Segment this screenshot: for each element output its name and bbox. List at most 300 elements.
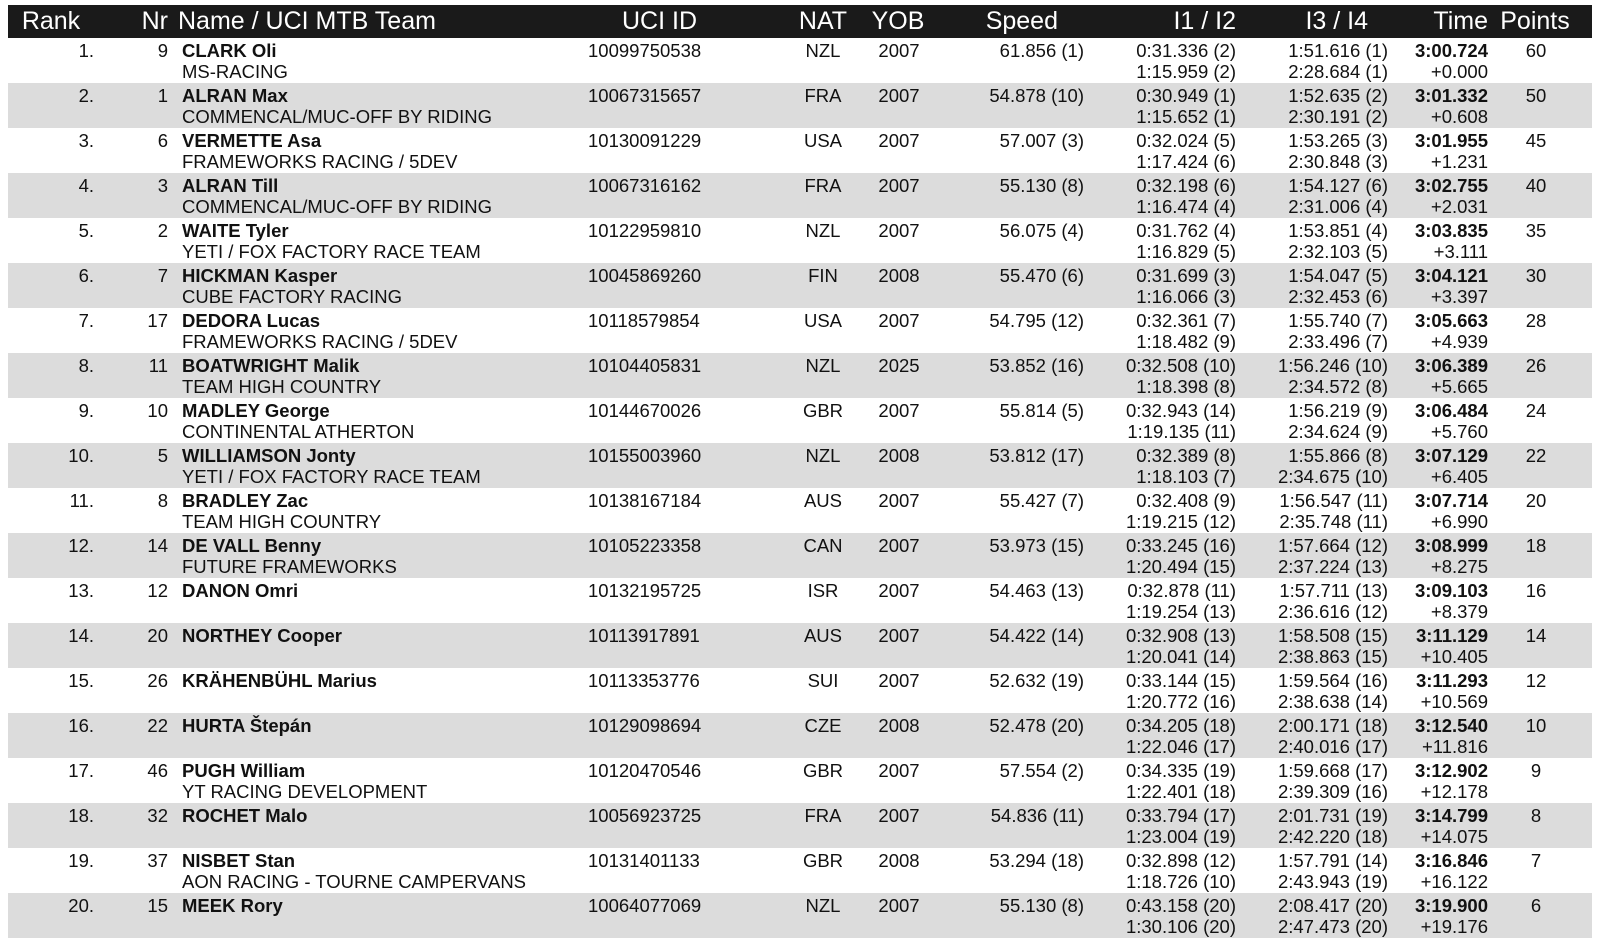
split-i1-cell: 0:31.762 (4) [1136, 220, 1236, 241]
rank-cell: 7. [78, 310, 94, 331]
split-i1-cell: 0:33.245 (16) [1125, 535, 1236, 556]
rider-name-cell: ALRAN Max [182, 85, 288, 106]
gap-cell: +3.397 [1430, 286, 1488, 307]
nationality-cell: FRA [804, 85, 842, 106]
nationality-cell: CAN [803, 535, 843, 556]
speed-cell: 55.814 (5) [999, 400, 1084, 421]
year-of-birth-cell: 2025 [878, 355, 920, 376]
uci-id-cell: 10138167184 [588, 490, 702, 511]
split-i2-cell: 1:17.424 (6) [1136, 151, 1236, 172]
uci-id-cell: 10113917891 [588, 625, 700, 646]
time-cell: 3:01.955 [1414, 130, 1488, 151]
table-row [8, 668, 1592, 713]
rider-name-cell: WILLIAMSON Jonty [182, 445, 356, 466]
split-i4-cell: 2:43.943 (19) [1277, 871, 1388, 892]
gap-cell: +10.569 [1420, 691, 1488, 712]
split-i3-cell: 1:57.664 (12) [1277, 535, 1388, 556]
uci-id-cell: 10105223358 [588, 535, 702, 556]
split-i3-cell: 1:56.219 (9) [1288, 400, 1388, 421]
rank-cell: 4. [78, 175, 94, 196]
nationality-cell: AUS [803, 490, 843, 511]
header-i1-i2: I1 / I2 [1173, 7, 1236, 35]
time-cell: 3:04.121 [1414, 265, 1488, 286]
nationality-cell: CZE [804, 715, 842, 736]
split-i2-cell: 1:16.474 (4) [1136, 196, 1236, 217]
rider-name-cell: DEDORA Lucas [182, 310, 321, 331]
bib-number-cell: 6 [157, 130, 168, 151]
year-of-birth-cell: 2008 [878, 445, 920, 466]
bib-number-cell: 9 [157, 40, 168, 61]
team-name-cell: TEAM HIGH COUNTRY [182, 376, 382, 397]
split-i1-cell: 0:30.949 (1) [1136, 85, 1236, 106]
year-of-birth-cell: 2007 [878, 805, 920, 826]
points-cell: 8 [1530, 805, 1542, 826]
gap-cell: +3.111 [1433, 241, 1488, 262]
points-cell: 26 [1525, 355, 1547, 376]
rider-name-cell: MEEK Rory [182, 895, 283, 916]
team-name-cell: TEAM HIGH COUNTRY [182, 511, 382, 532]
split-i2-cell: 1:15.959 (2) [1136, 61, 1236, 82]
year-of-birth-cell: 2008 [878, 715, 920, 736]
time-cell: 3:07.129 [1414, 445, 1488, 466]
bib-number-cell: 14 [147, 535, 168, 556]
gap-cell: +4.939 [1430, 331, 1488, 352]
header-row [8, 5, 1592, 38]
split-i4-cell: 2:30.848 (3) [1288, 151, 1388, 172]
split-i3-cell: 1:57.791 (14) [1277, 850, 1388, 871]
points-cell: 28 [1525, 310, 1547, 331]
nationality-cell: USA [803, 130, 843, 151]
points-cell: 50 [1525, 85, 1547, 106]
speed-cell: 52.632 (19) [989, 670, 1084, 691]
header-nr: Nr [141, 7, 168, 35]
year-of-birth-cell: 2007 [878, 580, 920, 601]
bib-number-cell: 1 [157, 85, 168, 106]
split-i4-cell: 2:28.684 (1) [1288, 61, 1388, 82]
nationality-cell: NZL [805, 40, 841, 61]
uci-id-cell: 10045869260 [588, 265, 702, 286]
split-i4-cell: 2:38.638 (14) [1277, 691, 1388, 712]
split-i3-cell: 1:55.740 (7) [1288, 310, 1388, 331]
nationality-cell: NZL [805, 895, 841, 916]
results-body [8, 38, 1592, 938]
header-time: Time [1433, 7, 1488, 35]
year-of-birth-cell: 2007 [878, 535, 920, 556]
points-cell: 6 [1530, 895, 1542, 916]
split-i3-cell: 1:51.616 (1) [1288, 40, 1388, 61]
uci-id-cell: 10120470546 [588, 760, 702, 781]
year-of-birth-cell: 2007 [878, 625, 920, 646]
uci-id-cell: 10131401133 [588, 850, 700, 871]
split-i1-cell: 0:43.158 (20) [1125, 895, 1236, 916]
split-i1-cell: 0:33.144 (15) [1125, 670, 1236, 691]
rank-cell: 18. [68, 805, 94, 826]
header-name: Name / UCI MTB Team [178, 7, 436, 35]
rank-cell: 16. [68, 715, 94, 736]
team-name-cell: YT RACING DEVELOPMENT [182, 781, 428, 802]
table-row [8, 488, 1592, 533]
split-i4-cell: 2:33.496 (7) [1288, 331, 1388, 352]
time-cell: 3:09.103 [1414, 580, 1488, 601]
rank-cell: 9. [78, 400, 94, 421]
points-cell: 16 [1525, 580, 1547, 601]
uci-id-cell: 10099750538 [588, 40, 702, 61]
bib-number-cell: 17 [147, 310, 168, 331]
gap-cell: +5.665 [1430, 376, 1488, 397]
split-i2-cell: 1:19.215 (12) [1125, 511, 1236, 532]
table-row [8, 38, 1592, 83]
rank-cell: 20. [68, 895, 94, 916]
team-name-cell: CUBE FACTORY RACING [182, 286, 402, 307]
time-cell: 3:16.846 [1414, 850, 1488, 871]
team-name-cell: FRAMEWORKS RACING / 5DEV [182, 331, 458, 352]
bib-number-cell: 12 [147, 580, 168, 601]
split-i3-cell: 1:54.047 (5) [1288, 265, 1388, 286]
rider-name-cell: ALRAN Till [182, 175, 279, 196]
nationality-cell: GBR [802, 850, 844, 871]
speed-cell: 53.852 (16) [989, 355, 1084, 376]
table-row [8, 893, 1592, 938]
header-nat: NAT [798, 7, 848, 35]
time-cell: 3:08.999 [1414, 535, 1488, 556]
uci-id-cell: 10118579854 [588, 310, 700, 331]
split-i1-cell: 0:32.408 (9) [1136, 490, 1236, 511]
nationality-cell: GBR [802, 760, 844, 781]
uci-id-cell: 10067316162 [588, 175, 702, 196]
split-i4-cell: 2:34.675 (10) [1277, 466, 1388, 487]
split-i4-cell: 2:47.473 (20) [1277, 916, 1388, 937]
split-i4-cell: 2:35.748 (11) [1279, 511, 1388, 532]
split-i2-cell: 1:15.652 (1) [1136, 106, 1236, 127]
uci-id-cell: 10129098694 [588, 715, 702, 736]
gap-cell: +8.379 [1430, 601, 1488, 622]
table-row [8, 758, 1592, 803]
rider-name-cell: DE VALL Benny [182, 535, 322, 556]
year-of-birth-cell: 2007 [878, 130, 920, 151]
points-cell: 12 [1525, 670, 1547, 691]
header-yob: YOB [871, 7, 925, 35]
split-i1-cell: 0:32.908 (13) [1125, 625, 1236, 646]
split-i2-cell: 1:18.726 (10) [1125, 871, 1236, 892]
rank-cell: 5. [78, 220, 94, 241]
nationality-cell: USA [803, 310, 843, 331]
header-i3-i4: I3 / I4 [1305, 7, 1368, 35]
speed-cell: 54.422 (14) [989, 625, 1084, 646]
time-cell: 3:12.902 [1414, 760, 1488, 781]
split-i1-cell: 0:31.336 (2) [1136, 40, 1236, 61]
time-cell: 3:19.900 [1414, 895, 1488, 916]
rank-cell: 10. [68, 445, 94, 466]
points-cell: 60 [1525, 40, 1547, 61]
rank-cell: 3. [78, 130, 94, 151]
bib-number-cell: 7 [157, 265, 168, 286]
split-i2-cell: 1:23.004 (19) [1125, 826, 1236, 847]
speed-cell: 52.478 (20) [989, 715, 1084, 736]
team-name-cell: FRAMEWORKS RACING / 5DEV [182, 151, 458, 172]
split-i2-cell: 1:20.041 (14) [1125, 646, 1236, 667]
bib-number-cell: 11 [148, 355, 168, 376]
split-i2-cell: 1:22.046 (17) [1125, 736, 1236, 757]
time-cell: 3:06.389 [1414, 355, 1488, 376]
table-row [8, 128, 1592, 173]
time-cell: 3:11.129 [1415, 625, 1488, 646]
table-row [8, 848, 1592, 893]
speed-cell: 56.075 (4) [999, 220, 1084, 241]
time-cell: 3:12.540 [1414, 715, 1488, 736]
rider-name-cell: PUGH William [182, 760, 306, 781]
split-i3-cell: 1:58.508 (15) [1277, 625, 1388, 646]
rider-name-cell: HURTA Štepán [182, 715, 312, 736]
speed-cell: 53.973 (15) [989, 535, 1084, 556]
team-name-cell: YETI / FOX FACTORY RACE TEAM [182, 466, 481, 487]
team-name-cell: FUTURE FRAMEWORKS [182, 556, 397, 577]
split-i2-cell: 1:20.494 (15) [1125, 556, 1236, 577]
nationality-cell: GBR [802, 400, 844, 421]
team-name-cell: CONTINENTAL ATHERTON [182, 421, 415, 442]
rider-name-cell: BOATWRIGHT Malik [182, 355, 360, 376]
year-of-birth-cell: 2007 [878, 175, 920, 196]
uci-id-cell: 10104405831 [588, 355, 702, 376]
uci-id-cell: 10064077069 [588, 895, 702, 916]
points-cell: 14 [1525, 625, 1547, 646]
points-cell: 35 [1525, 220, 1547, 241]
split-i4-cell: 2:34.572 (8) [1288, 376, 1388, 397]
bib-number-cell: 10 [147, 400, 168, 421]
bib-number-cell: 3 [157, 175, 168, 196]
uci-id-cell: 10130091229 [588, 130, 702, 151]
bib-number-cell: 8 [157, 490, 168, 511]
split-i1-cell: 0:32.508 (10) [1125, 355, 1236, 376]
gap-cell: +0.608 [1430, 106, 1488, 127]
rider-name-cell: MADLEY George [182, 400, 330, 421]
time-cell: 3:11.293 [1415, 670, 1488, 691]
split-i2-cell: 1:30.106 (20) [1125, 916, 1236, 937]
gap-cell: +19.176 [1420, 916, 1488, 937]
speed-cell: 54.878 (10) [989, 85, 1084, 106]
rider-name-cell: NISBET Stan [182, 850, 296, 871]
split-i4-cell: 2:30.191 (2) [1288, 106, 1388, 127]
points-cell: 9 [1530, 760, 1542, 781]
points-cell: 22 [1525, 445, 1547, 466]
table-row [8, 533, 1592, 578]
split-i3-cell: 1:56.547 (11) [1279, 490, 1388, 511]
split-i2-cell: 1:20.772 (16) [1125, 691, 1236, 712]
points-cell: 40 [1525, 175, 1547, 196]
team-name-cell: MS-RACING [182, 61, 288, 82]
rider-name-cell: CLARK Oli [182, 40, 277, 61]
rider-name-cell: HICKMAN Kasper [182, 265, 338, 286]
split-i3-cell: 1:56.246 (10) [1277, 355, 1388, 376]
bib-number-cell: 26 [147, 670, 168, 691]
year-of-birth-cell: 2007 [878, 760, 920, 781]
table-row [8, 173, 1592, 218]
split-i3-cell: 1:57.711 (13) [1279, 580, 1388, 601]
year-of-birth-cell: 2007 [878, 400, 920, 421]
points-cell: 10 [1525, 715, 1547, 736]
split-i4-cell: 2:42.220 (18) [1277, 826, 1388, 847]
points-cell: 30 [1525, 265, 1547, 286]
year-of-birth-cell: 2007 [878, 490, 920, 511]
split-i3-cell: 1:55.866 (8) [1288, 445, 1388, 466]
speed-cell: 54.795 (12) [989, 310, 1084, 331]
uci-id-cell: 10056923725 [588, 805, 702, 826]
split-i2-cell: 1:22.401 (18) [1125, 781, 1236, 802]
split-i2-cell: 1:16.066 (3) [1136, 286, 1236, 307]
split-i3-cell: 2:01.731 (19) [1277, 805, 1388, 826]
rider-name-cell: DANON Omri [182, 580, 299, 601]
split-i2-cell: 1:19.254 (13) [1125, 601, 1236, 622]
table-row [8, 803, 1592, 848]
year-of-birth-cell: 2008 [878, 265, 920, 286]
rank-cell: 11. [69, 490, 94, 511]
rider-name-cell: VERMETTE Asa [182, 130, 322, 151]
gap-cell: +14.075 [1420, 826, 1488, 847]
split-i2-cell: 1:18.398 (8) [1136, 376, 1236, 397]
team-name-cell: COMMENCAL/MUC-OFF BY RIDING [182, 196, 493, 217]
uci-id-cell: 10132195725 [588, 580, 702, 601]
time-cell: 3:03.835 [1414, 220, 1488, 241]
split-i3-cell: 1:54.127 (6) [1288, 175, 1388, 196]
nationality-cell: SUI [807, 670, 839, 691]
split-i4-cell: 2:31.006 (4) [1288, 196, 1388, 217]
points-cell: 24 [1525, 400, 1547, 421]
table-row [8, 398, 1592, 443]
team-name-cell: AON RACING - TOURNE CAMPERVANS [182, 871, 527, 892]
gap-cell: +11.816 [1421, 736, 1488, 757]
bib-number-cell: 37 [147, 850, 168, 871]
time-cell: 3:01.332 [1414, 85, 1488, 106]
nationality-cell: NZL [805, 220, 841, 241]
rank-cell: 15. [68, 670, 94, 691]
split-i2-cell: 1:19.135 (11) [1127, 421, 1236, 442]
split-i3-cell: 1:59.668 (17) [1277, 760, 1388, 781]
gap-cell: +6.405 [1430, 466, 1488, 487]
split-i1-cell: 0:34.205 (18) [1125, 715, 1236, 736]
time-cell: 3:05.663 [1414, 310, 1488, 331]
uci-id-cell: 10067315657 [588, 85, 702, 106]
bib-number-cell: 2 [157, 220, 168, 241]
header-points: Points [1500, 7, 1570, 35]
split-i1-cell: 0:34.335 (19) [1125, 760, 1236, 781]
speed-cell: 54.463 (13) [989, 580, 1084, 601]
gap-cell: +2.031 [1430, 196, 1488, 217]
table-row [8, 578, 1592, 623]
split-i3-cell: 2:00.171 (18) [1277, 715, 1388, 736]
rank-cell: 12. [68, 535, 94, 556]
team-name-cell: COMMENCAL/MUC-OFF BY RIDING [182, 106, 493, 127]
speed-cell: 55.130 (8) [999, 895, 1084, 916]
speed-cell: 55.470 (6) [999, 265, 1084, 286]
bib-number-cell: 20 [147, 625, 168, 646]
table-row [8, 263, 1592, 308]
time-cell: 3:07.714 [1414, 490, 1488, 511]
team-name-cell: YETI / FOX FACTORY RACE TEAM [182, 241, 481, 262]
bib-number-cell: 5 [157, 445, 168, 466]
split-i1-cell: 0:32.361 (7) [1136, 310, 1236, 331]
gap-cell: +5.760 [1430, 421, 1488, 442]
table-row [8, 218, 1592, 263]
split-i4-cell: 2:34.624 (9) [1288, 421, 1388, 442]
year-of-birth-cell: 2007 [878, 40, 920, 61]
uci-id-cell: 10113353776 [588, 670, 700, 691]
split-i4-cell: 2:40.016 (17) [1277, 736, 1388, 757]
split-i2-cell: 1:18.482 (9) [1136, 331, 1236, 352]
table-row [8, 308, 1592, 353]
table-row [8, 623, 1592, 668]
gap-cell: +8.275 [1430, 556, 1488, 577]
time-cell: 3:06.484 [1414, 400, 1488, 421]
rider-name-cell: WAITE Tyler [182, 220, 289, 241]
year-of-birth-cell: 2007 [878, 220, 920, 241]
year-of-birth-cell: 2008 [878, 850, 920, 871]
time-cell: 3:14.799 [1414, 805, 1488, 826]
rank-cell: 13. [68, 580, 94, 601]
split-i1-cell: 0:32.198 (6) [1136, 175, 1236, 196]
rank-cell: 6. [78, 265, 94, 286]
speed-cell: 61.856 (1) [999, 40, 1084, 61]
nationality-cell: FIN [808, 265, 838, 286]
table-row [8, 83, 1592, 128]
split-i1-cell: 0:32.878 (11) [1127, 580, 1236, 601]
split-i1-cell: 0:31.699 (3) [1136, 265, 1236, 286]
split-i1-cell: 0:32.898 (12) [1125, 850, 1236, 871]
split-i1-cell: 0:32.024 (5) [1136, 130, 1236, 151]
year-of-birth-cell: 2007 [878, 310, 920, 331]
nationality-cell: AUS [803, 625, 843, 646]
rank-cell: 14. [68, 625, 94, 646]
split-i3-cell: 1:53.851 (4) [1288, 220, 1388, 241]
rank-cell: 2. [78, 85, 94, 106]
uci-id-cell: 10155003960 [588, 445, 702, 466]
nationality-cell: NZL [805, 355, 841, 376]
rider-name-cell: KRÄHENBÜHL Marius [182, 670, 377, 691]
nationality-cell: ISR [807, 580, 839, 601]
gap-cell: +1.231 [1430, 151, 1488, 172]
speed-cell: 57.007 (3) [999, 130, 1084, 151]
split-i4-cell: 2:38.863 (15) [1277, 646, 1388, 667]
time-cell: 3:02.755 [1414, 175, 1488, 196]
rider-name-cell: ROCHET Malo [182, 805, 308, 826]
table-row [8, 443, 1592, 488]
bib-number-cell: 46 [147, 760, 168, 781]
split-i4-cell: 2:36.616 (12) [1277, 601, 1388, 622]
split-i2-cell: 1:18.103 (7) [1136, 466, 1236, 487]
split-i3-cell: 2:08.417 (20) [1277, 895, 1388, 916]
split-i4-cell: 2:32.103 (5) [1288, 241, 1388, 262]
bib-number-cell: 32 [147, 805, 168, 826]
header-speed: Speed [985, 7, 1058, 35]
gap-cell: +12.178 [1420, 781, 1488, 802]
nationality-cell: FRA [804, 175, 842, 196]
speed-cell: 54.836 (11) [990, 805, 1084, 826]
rider-name-cell: NORTHEY Cooper [182, 625, 343, 646]
rank-cell: 1. [78, 40, 94, 61]
speed-cell: 55.130 (8) [999, 175, 1084, 196]
year-of-birth-cell: 2007 [878, 85, 920, 106]
gap-cell: +16.122 [1420, 871, 1488, 892]
header-uci-id: UCI ID [622, 7, 697, 35]
speed-cell: 55.427 (7) [999, 490, 1084, 511]
split-i1-cell: 0:33.794 (17) [1125, 805, 1236, 826]
split-i3-cell: 1:59.564 (16) [1277, 670, 1388, 691]
header-rank: Rank [21, 7, 81, 35]
year-of-birth-cell: 2007 [878, 895, 920, 916]
time-cell: 3:00.724 [1414, 40, 1488, 61]
uci-id-cell: 10144670026 [588, 400, 702, 421]
points-cell: 18 [1525, 535, 1547, 556]
split-i4-cell: 2:32.453 (6) [1288, 286, 1388, 307]
year-of-birth-cell: 2007 [878, 670, 920, 691]
